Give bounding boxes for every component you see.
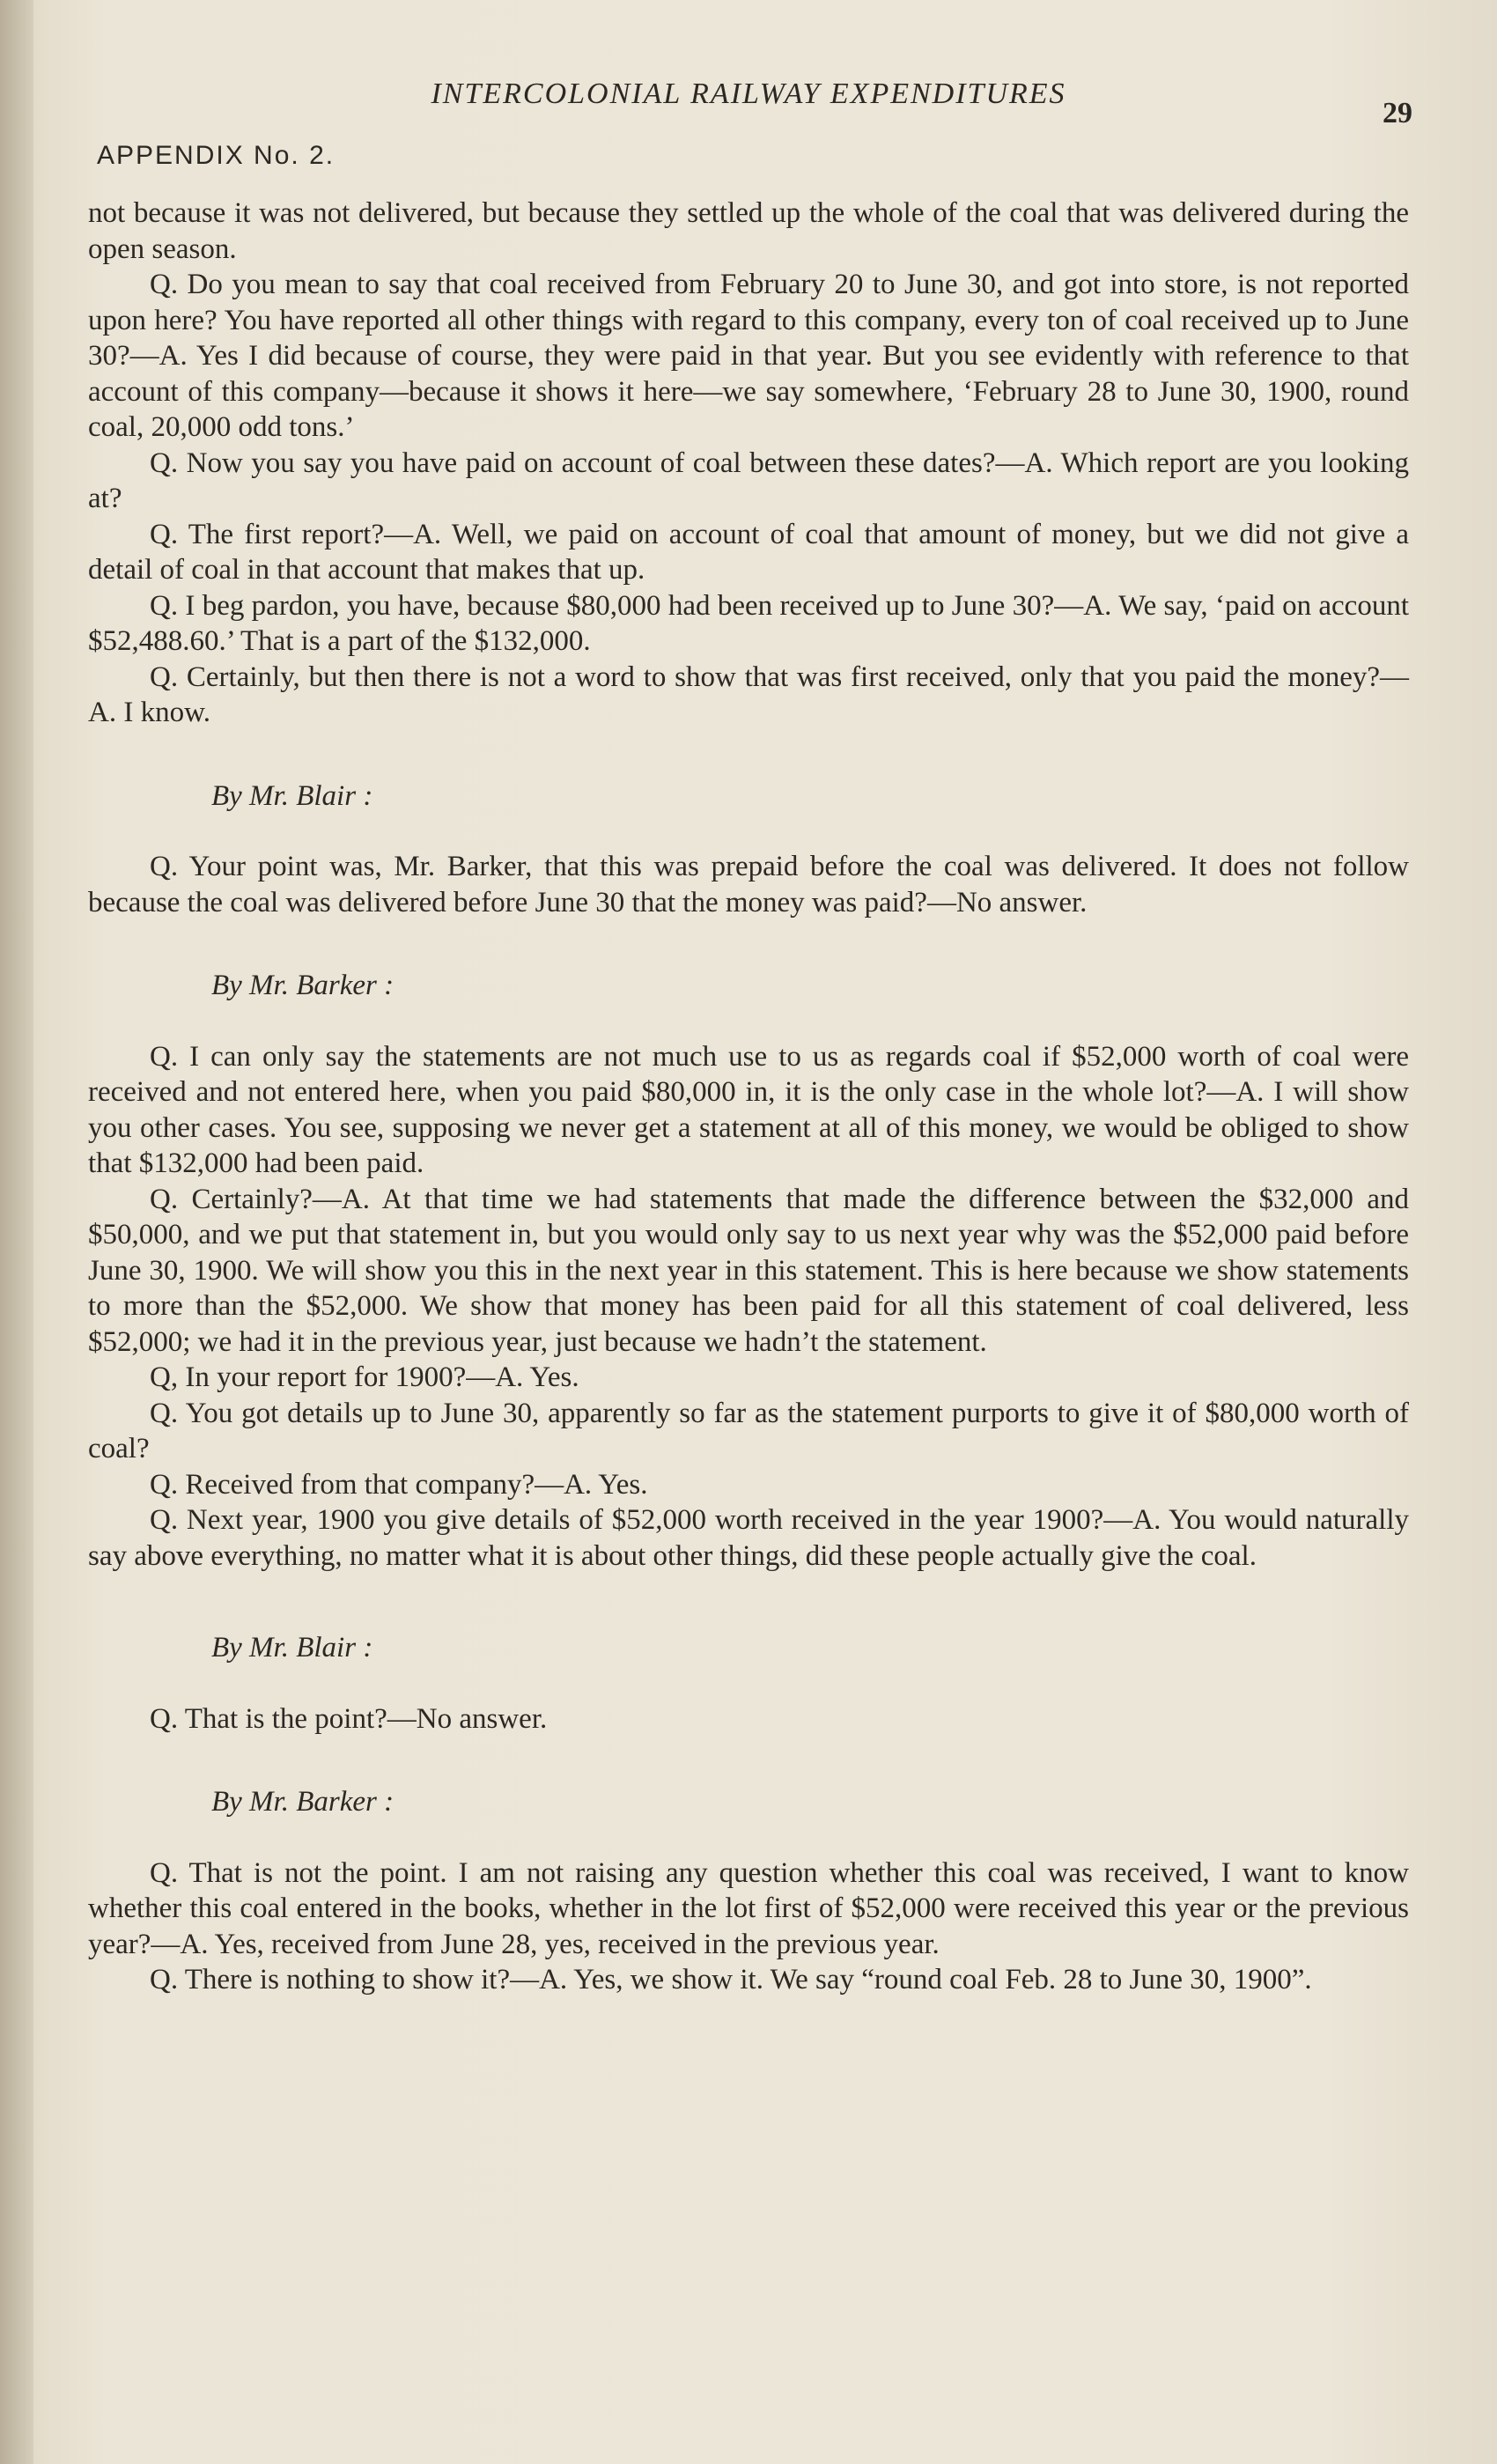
paragraph: Q. That is the point?—No answer. <box>150 1702 548 1735</box>
speaker-heading: By Mr. Barker : <box>211 1786 395 1818</box>
paragraph: Q. There is nothing to show it?—A. Yes, we show it. We say “round coal Feb. 28 to June 30, 1900”. <box>150 1964 1312 1996</box>
page-number: 29 <box>1383 97 1412 129</box>
paragraph: Q. Your point was, Mr. Barker, that this was prepaid before the coal was delivered. It does not follow because the coal was delivered before June 30 that the money was paid?—No answer. <box>88 851 1409 918</box>
page-binding-edge <box>0 0 33 2464</box>
paragraph: Q. Now you say you have paid on account of coal between these dates?—A. Which report are you looking at? <box>88 446 1409 514</box>
paragraph: Q, In your report for 1900?—A. Yes. <box>150 1361 579 1393</box>
paragraph: Q. Certainly?—A. At that time we had statements that made the difference between the $32,000 and $50,000, and we put that statement in, but you would only say to us next year why was the $52,000 paid before June 30, 1900. We will show you this in the next year in this statement. This is here because we show statements to more than the $52,000. We show that money has been paid for all this statement of coal delivered, less $52,000; we had it in the previous year, just because we hadn’t the statement. <box>88 1183 1409 1358</box>
paragraph: Q. The first report?—A. Well, we paid on account of coal that amount of money, but we did not give a detail of coal in that account that makes that up. <box>88 518 1409 586</box>
paragraph: Q. You got details up to June 30, apparently so far as the statement purports to give it of $80,000 worth of coal? <box>88 1397 1409 1464</box>
paragraph: not because it was not delivered, but because they settled up the whole of the coal that was delivered during the open season. <box>88 197 1409 265</box>
speaker-heading: By Mr. Barker : <box>211 970 395 1001</box>
speaker-heading: By Mr. Blair : <box>211 779 373 812</box>
paragraph: Q. Next year, 1900 you give details of $52,000 worth received in the year 1900?—A. You would naturally say above everything, no matter what it is about other things, did these people actually give the coal. <box>88 1504 1409 1572</box>
paragraph: Q. Certainly, but then there is not a word to show that was first received, only that you paid the money?—A. I know. <box>88 660 1409 728</box>
transcript-body <box>88 195 1409 1998</box>
paragraph: Q. I beg pardon, you have, because $80,000 had been received up to June 30?—A. We say, ‘paid on account $52,488.60.’ That is a part of the $132,000. <box>88 589 1409 657</box>
paragraph: Q. Received from that company?—A. Yes. <box>150 1468 648 1501</box>
paragraph: Q. Do you mean to say that coal received from February 20 to June 30, and got into store, is not reported upon here? You have reported all other things with regard to this company, every ton of coal received up to June 30?—A. Yes I did because of course, they were paid in that year. But you see evidently with reference to that account of this company—because it shows it here—we say somewhere, ‘February 28 to June 30, 1900, round coal, 20,000 odd tons.’ <box>88 269 1409 443</box>
appendix-label: APPENDIX No. 2. <box>97 141 336 170</box>
paragraph: Q. That is not the point. I am not raising any question whether this coal was received, I want to know whether this coal entered in the books, whether in the lot first of $52,000 were received this year or the previous year?—A. Yes, received from June 28, yes, received in the previous year. <box>88 1856 1409 1960</box>
paragraph: Q. I can only say the statements are not much use to us as regards coal if $52,000 worth of coal were received and not entered here, when you paid $80,000 in, it is the only case in the whole lot?—A. I will show you other cases. You see, supposing we never get a statement at all of this money, we would be obliged to show that $132,000 had been paid. <box>88 1040 1409 1179</box>
running-header-title: INTERCOLONIAL RAILWAY EXPENDITURES <box>431 77 1066 110</box>
speaker-heading: By Mr. Blair : <box>211 1632 373 1664</box>
